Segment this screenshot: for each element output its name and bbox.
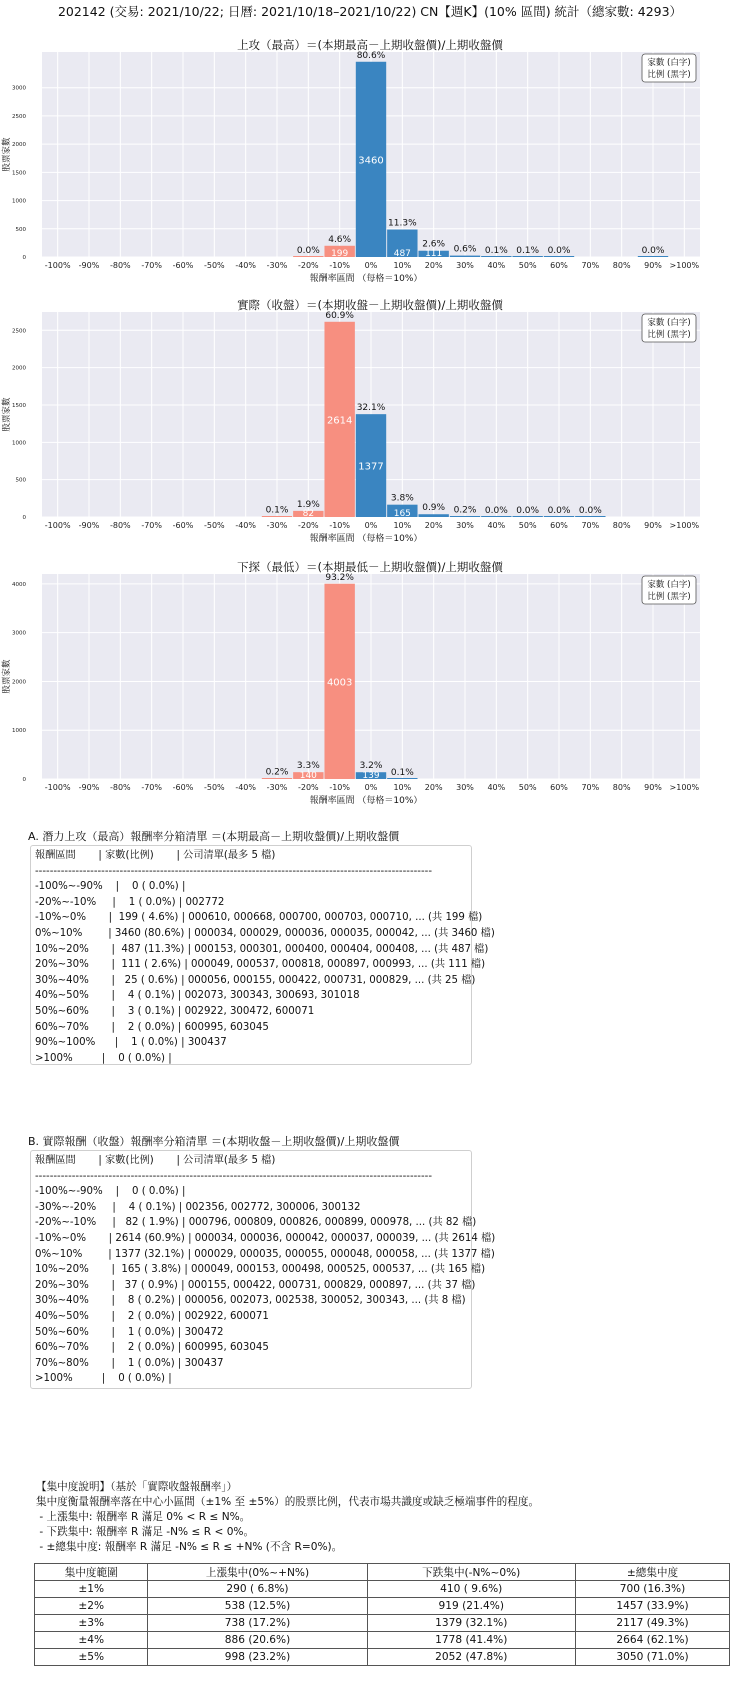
bar-20% [418, 514, 448, 517]
x-tick-label: 20% [424, 521, 443, 530]
table-cell: 538 (12.5%) [148, 1598, 367, 1615]
table-cell: 919 (21.4%) [367, 1598, 575, 1615]
x-tick-label: -10% [329, 521, 351, 530]
data-label-pct: 0.0% [484, 505, 508, 516]
y-tick-label: 2500 [12, 113, 26, 120]
data-label-pct: 4.6% [328, 234, 352, 245]
list-line: >100% | 0 ( 0.0%) | [35, 1373, 172, 1385]
list-line: 30%~40% | 8 ( 0.2%) | 000056, 002073, 002538, 300052, 300343, ... (共 8 檔) [35, 1295, 466, 1307]
bar-60% [544, 516, 574, 517]
x-tick-label: 20% [424, 261, 443, 270]
bar-40% [481, 516, 511, 517]
chart-title: 實際（收盤）＝(本期收盤－上期收盤價)/上期收盤價 [237, 298, 503, 312]
x-tick-label: 40% [487, 521, 506, 530]
x-tick-label: 60% [550, 261, 568, 270]
x-tick-label: -70% [141, 783, 163, 792]
table-row [35, 1615, 730, 1632]
list-line: 0%~10% | 1377 (32.1%) | 000029, 000035, 000055, 000048, 000058, ... (共 1377 檔) [35, 1248, 495, 1260]
x-tick-label: 80% [612, 261, 631, 270]
x-tick-label: 30% [456, 521, 474, 530]
chart-high [0, 38, 740, 298]
x-tick-label: -90% [78, 521, 100, 530]
x-tick-label: >100% [669, 783, 700, 792]
table-row [35, 1598, 730, 1615]
data-label-count: 4003 [326, 677, 353, 689]
bar-30% [450, 256, 480, 257]
list-line: 20%~30% | 111 ( 2.6%) | 000049, 000537, 000818, 000897, 000993, ... (共 111 檔) [35, 959, 486, 971]
concentration-note-line: 【集中度說明】（基於「實際收盤報酬率」） [36, 1481, 238, 1493]
list-line: 報酬區間 | 家數(比例) | 公司清單(最多 5 檔) [35, 1155, 276, 1166]
x-tick-label: -70% [141, 261, 163, 270]
y-tick-label: 1000 [12, 198, 26, 205]
y-tick-label: 2000 [12, 365, 26, 372]
legend-entry: 家數 (白字) [647, 318, 691, 328]
table-cell: 1457 (33.9%) [575, 1598, 729, 1615]
data-label-pct: 32.1% [356, 403, 386, 414]
x-tick-label: -40% [235, 261, 257, 270]
x-tick-label: 80% [612, 783, 631, 792]
x-tick-label: -20% [297, 521, 319, 530]
data-label-pct: 0.0% [578, 505, 602, 516]
y-axis-label: 股票家數 [2, 137, 12, 172]
y-tick-label: 500 [15, 226, 26, 233]
data-label-count: 111 [425, 249, 443, 259]
data-label-pct: 2.6% [422, 239, 446, 250]
data-label-count: 199 [331, 249, 349, 259]
x-axis-label: 報酬率區間 （每格＝10%） [309, 274, 423, 284]
table-header-cell: 下跌集中(-N%~0%) [367, 1564, 575, 1581]
concentration-note-line: - 上漲集中: 報酬率 R 滿足 0% < R ≤ N%。 [36, 1511, 251, 1523]
x-tick-label: -30% [266, 261, 288, 270]
bar-50% [512, 516, 542, 517]
data-label-pct: 0.6% [453, 244, 477, 255]
table-cell: 1379 (32.1%) [367, 1615, 575, 1632]
x-tick-label: 10% [393, 783, 412, 792]
table-cell: ±2% [35, 1598, 148, 1615]
chart-close [0, 298, 740, 560]
x-tick-label: -10% [329, 261, 351, 270]
data-label-count: 487 [393, 249, 411, 259]
table-cell: ±5% [35, 1649, 148, 1666]
x-tick-label: 30% [456, 783, 474, 792]
data-label-pct: 0.2% [453, 505, 477, 516]
x-tick-label: 30% [456, 261, 474, 270]
x-tick-label: 50% [518, 261, 537, 270]
table-cell: ±1% [35, 1581, 148, 1598]
bar-40% [481, 256, 511, 257]
x-tick-label: >100% [669, 521, 700, 530]
y-tick-label: 3000 [12, 630, 26, 637]
x-tick-label: 0% [364, 783, 378, 792]
section-a-title: A. 潛力上攻（最高）報酬率分箱清單 ＝(本期最高－上期收盤價)/上期收盤價 [28, 830, 400, 843]
x-axis-label: 報酬率區間 （每格＝10%） [309, 796, 423, 806]
data-label-count: 165 [393, 509, 411, 519]
data-label-count: 1377 [358, 461, 384, 473]
data-label-pct: 93.2% [325, 572, 354, 583]
x-tick-label: 80% [612, 521, 631, 530]
bar--30% [262, 516, 292, 517]
legend-entry: 比例 (黑字) [647, 330, 691, 340]
chart-title: 上攻（最高）＝(本期最高－上期收盤價)/上期收盤價 [237, 38, 503, 52]
page-title: 202142 (交易: 2021/10/22; 日曆: 2021/10/18–2021/10/22) CN【週K】(10% 區間) 統計（總家數: 4293） [57, 4, 683, 19]
bar-70% [575, 516, 605, 517]
data-label-pct: 0.1% [484, 245, 508, 256]
data-label-pct: 1.9% [296, 499, 320, 510]
table-cell: 2664 (62.1%) [575, 1632, 729, 1649]
x-tick-label: 70% [581, 261, 600, 270]
x-tick-label: -50% [203, 783, 225, 792]
list-line: ------------------------------------------------------------------------------------------------------------ [35, 865, 433, 877]
x-tick-label: -60% [172, 783, 194, 792]
bar-30% [450, 516, 480, 517]
table-row [35, 1632, 730, 1649]
list-line: -10%~0% | 199 ( 4.6%) | 000610, 000668, 000700, 000703, 000710, ... (共 199 檔) [35, 912, 483, 924]
section-a-list [30, 845, 495, 1065]
x-tick-label: 0% [364, 521, 378, 530]
y-tick-label: 1500 [12, 402, 26, 409]
list-line: 40%~50% | 4 ( 0.1%) | 002073, 300343, 300693, 301018 [35, 990, 360, 1002]
x-tick-label: -40% [235, 521, 257, 530]
x-tick-label: 20% [424, 783, 443, 792]
data-label-count: 2614 [326, 415, 353, 427]
x-tick-label: 90% [644, 261, 662, 270]
list-line: 90%~100% | 1 ( 0.0%) | 300437 [35, 1037, 227, 1049]
x-tick-label: 40% [487, 261, 506, 270]
data-label-pct: 0.0% [547, 245, 571, 256]
x-tick-label: -90% [78, 261, 100, 270]
table-cell: 2052 (47.8%) [367, 1649, 575, 1666]
data-label-pct: 0.9% [422, 503, 446, 514]
list-line: -30%~-20% | 4 ( 0.1%) | 002356, 002772, 300006, 300132 [35, 1201, 361, 1213]
chart-low [0, 560, 740, 822]
bar-90% [638, 256, 668, 257]
list-line: 20%~30% | 37 ( 0.9%) | 000155, 000422, 000731, 000829, 000897, ... (共 37 檔) [35, 1279, 476, 1291]
data-label-count: 82 [302, 509, 315, 519]
x-tick-label: -30% [266, 783, 288, 792]
list-line: ------------------------------------------------------------------------------------------------------------ [35, 1170, 433, 1182]
table-header-cell: ±總集中度 [575, 1564, 729, 1581]
table-cell: 2117 (49.3%) [575, 1615, 729, 1632]
data-label-pct: 11.3% [388, 218, 417, 229]
y-tick-label: 0 [22, 255, 26, 261]
x-tick-label: -80% [109, 261, 131, 270]
table-cell: 886 (20.6%) [148, 1632, 367, 1649]
chart-high-svg [0, 38, 740, 298]
bar-50% [512, 256, 542, 257]
x-tick-label: -100% [44, 261, 71, 270]
list-line: 60%~70% | 2 ( 0.0%) | 600995, 603045 [35, 1021, 269, 1033]
bar--30% [262, 778, 292, 779]
y-tick-label: 2000 [12, 679, 26, 686]
data-label-pct: 3.3% [296, 761, 320, 772]
list-line: 60%~70% | 2 ( 0.0%) | 600995, 603045 [35, 1342, 269, 1354]
data-label-pct: 0.1% [390, 767, 414, 778]
data-label-pct: 0.0% [641, 245, 665, 256]
list-line: -20%~-10% | 82 ( 1.9%) | 000796, 000809, 000826, 000899, 000978, ... (共 82 檔) [35, 1217, 477, 1229]
table-cell: 738 (17.2%) [148, 1615, 367, 1632]
table-cell: 3050 (71.0%) [575, 1649, 729, 1666]
x-tick-label: 40% [487, 783, 506, 792]
x-tick-label: -50% [203, 521, 225, 530]
list-line: 10%~20% | 487 (11.3%) | 000153, 000301, 000400, 000404, 000408, ... (共 487 檔) [35, 943, 489, 955]
x-tick-label: -50% [203, 261, 225, 270]
data-label-pct: 0.1% [516, 245, 540, 256]
data-label-pct: 0.0% [547, 505, 571, 516]
data-label-pct: 0.1% [265, 505, 289, 516]
y-tick-label: 3000 [12, 85, 26, 92]
data-label-count: 3460 [358, 155, 384, 167]
table-cell: 290 ( 6.8%) [148, 1581, 367, 1598]
bar--20% [293, 256, 323, 257]
x-tick-label: -80% [109, 783, 131, 792]
section-b-title: B. 實際報酬（收盤）報酬率分箱清單 ＝(本期收盤－上期收盤價)/上期收盤價 [28, 1135, 400, 1148]
table-cell: 700 (16.3%) [575, 1581, 729, 1598]
x-tick-label: 10% [393, 261, 412, 270]
x-tick-label: -40% [235, 783, 257, 792]
table-cell: 410 ( 9.6%) [367, 1581, 575, 1598]
y-tick-label: 1500 [12, 170, 26, 177]
x-tick-label: -100% [44, 521, 71, 530]
x-tick-label: 90% [644, 521, 662, 530]
table-row [35, 1649, 730, 1666]
concentration-table-header [35, 1564, 730, 1581]
data-label-pct: 3.2% [359, 761, 383, 772]
table-cell: 1778 (41.4%) [367, 1632, 575, 1649]
list-line: 70%~80% | 1 ( 0.0%) | 300437 [35, 1357, 224, 1369]
x-tick-label: 0% [364, 261, 378, 270]
data-label-pct: 3.8% [390, 493, 414, 504]
x-tick-label: >100% [669, 261, 700, 270]
table-row [35, 1581, 730, 1598]
chart-low-svg [0, 560, 740, 822]
legend-entry: 比例 (黑字) [647, 70, 691, 80]
x-tick-label: -90% [78, 783, 100, 792]
legend-entry: 家數 (白字) [647, 580, 691, 590]
y-tick-label: 0 [22, 777, 26, 783]
x-tick-label: -100% [44, 783, 71, 792]
list-line: 30%~40% | 25 ( 0.6%) | 000056, 000155, 000422, 000731, 000829, ... (共 25 檔) [35, 974, 476, 986]
concentration-note-line: - ±總集中度: 報酬率 R 滿足 -N% ≤ R ≤ +N% (不含 R=0%)。 [36, 1541, 343, 1553]
y-tick-label: 500 [15, 477, 26, 484]
x-tick-label: 70% [581, 783, 600, 792]
x-tick-label: -20% [297, 261, 319, 270]
legend-entry: 家數 (白字) [647, 58, 691, 68]
y-tick-label: 2500 [12, 328, 26, 335]
chart-close-svg [0, 298, 740, 560]
x-tick-label: 50% [518, 783, 537, 792]
list-line: -10%~0% | 2614 (60.9%) | 000034, 000036, 000042, 000037, 000039, ... (共 2614 檔) [35, 1232, 496, 1244]
list-line: 0%~10% | 3460 (80.6%) | 000034, 000029, 000036, 000035, 000042, ... (共 3460 檔) [35, 927, 495, 939]
list-line: 50%~60% | 3 ( 0.1%) | 002922, 300472, 600071 [35, 1005, 315, 1017]
data-label-pct: 80.6% [356, 50, 386, 61]
list-line: 報酬區間 | 家數(比例) | 公司清單(最多 5 檔) [35, 850, 276, 861]
x-tick-label: -70% [141, 521, 163, 530]
table-header-cell: 上漲集中(0%~+N%) [148, 1564, 367, 1581]
y-tick-label: 2000 [12, 142, 26, 149]
table-header-cell: 集中度範圍 [35, 1564, 148, 1581]
y-tick-label: 1000 [12, 728, 26, 735]
x-axis-label: 報酬率區間 （每格＝10%） [309, 534, 423, 544]
list-line: -100%~-90% | 0 ( 0.0%) | [35, 1186, 186, 1198]
list-line: >100% | 0 ( 0.0%) | [35, 1052, 172, 1064]
x-tick-label: -80% [109, 521, 131, 530]
x-tick-label: 60% [550, 521, 568, 530]
table-cell: 998 (23.2%) [148, 1649, 367, 1666]
section-b-list [30, 1150, 496, 1389]
x-tick-label: 60% [550, 783, 568, 792]
list-line: 10%~20% | 165 ( 3.8%) | 000049, 000153, 000498, 000525, 000537, ... (共 165 檔) [35, 1264, 486, 1276]
x-tick-label: 50% [518, 521, 537, 530]
table-cell: ±4% [35, 1632, 148, 1649]
x-tick-label: 70% [581, 521, 600, 530]
x-tick-label: -60% [172, 521, 194, 530]
legend-entry: 比例 (黑字) [647, 592, 691, 602]
x-tick-label: -20% [297, 783, 319, 792]
x-tick-label: -60% [172, 261, 194, 270]
concentration-note-line: - 下跌集中: 報酬率 R 滿足 -N% ≤ R < 0%。 [36, 1526, 255, 1538]
list-line: -100%~-90% | 0 ( 0.0%) | [35, 881, 186, 893]
bar-10% [387, 778, 417, 779]
concentration-note-line: 集中度衡量報酬率落在中心小區間（±1% 至 ±5%）的股票比例，代表市場共識度或缺乏極端事件的程度。 [36, 1496, 540, 1508]
bar-60% [544, 256, 574, 257]
list-line: -20%~-10% | 1 ( 0.0%) | 002772 [35, 896, 225, 908]
concentration-notes [36, 1480, 539, 1555]
list-line: 50%~60% | 1 ( 0.0%) | 300472 [35, 1326, 224, 1338]
y-axis-label: 股票家數 [2, 397, 12, 432]
y-tick-label: 1000 [12, 440, 26, 447]
x-tick-label: -30% [266, 521, 288, 530]
x-tick-label: 90% [644, 783, 662, 792]
data-label-pct: 0.0% [516, 505, 540, 516]
data-label-count: 140 [299, 771, 317, 781]
data-label-pct: 0.2% [265, 767, 289, 778]
data-label-count: 139 [362, 771, 380, 781]
data-label-pct: 0.0% [296, 245, 320, 256]
list-line: 40%~50% | 2 ( 0.0%) | 002922, 600071 [35, 1310, 269, 1322]
y-axis-label: 股票家數 [2, 659, 12, 694]
y-tick-label: 4000 [12, 581, 26, 588]
x-tick-label: -10% [329, 783, 351, 792]
table-cell: ±3% [35, 1615, 148, 1632]
chart-title: 下探（最低）＝(本期最低－上期收盤價)/上期收盤價 [237, 560, 503, 574]
y-tick-label: 0 [22, 515, 26, 521]
data-label-pct: 60.9% [325, 310, 354, 321]
x-tick-label: 10% [393, 521, 412, 530]
concentration-table [34, 1563, 730, 1666]
